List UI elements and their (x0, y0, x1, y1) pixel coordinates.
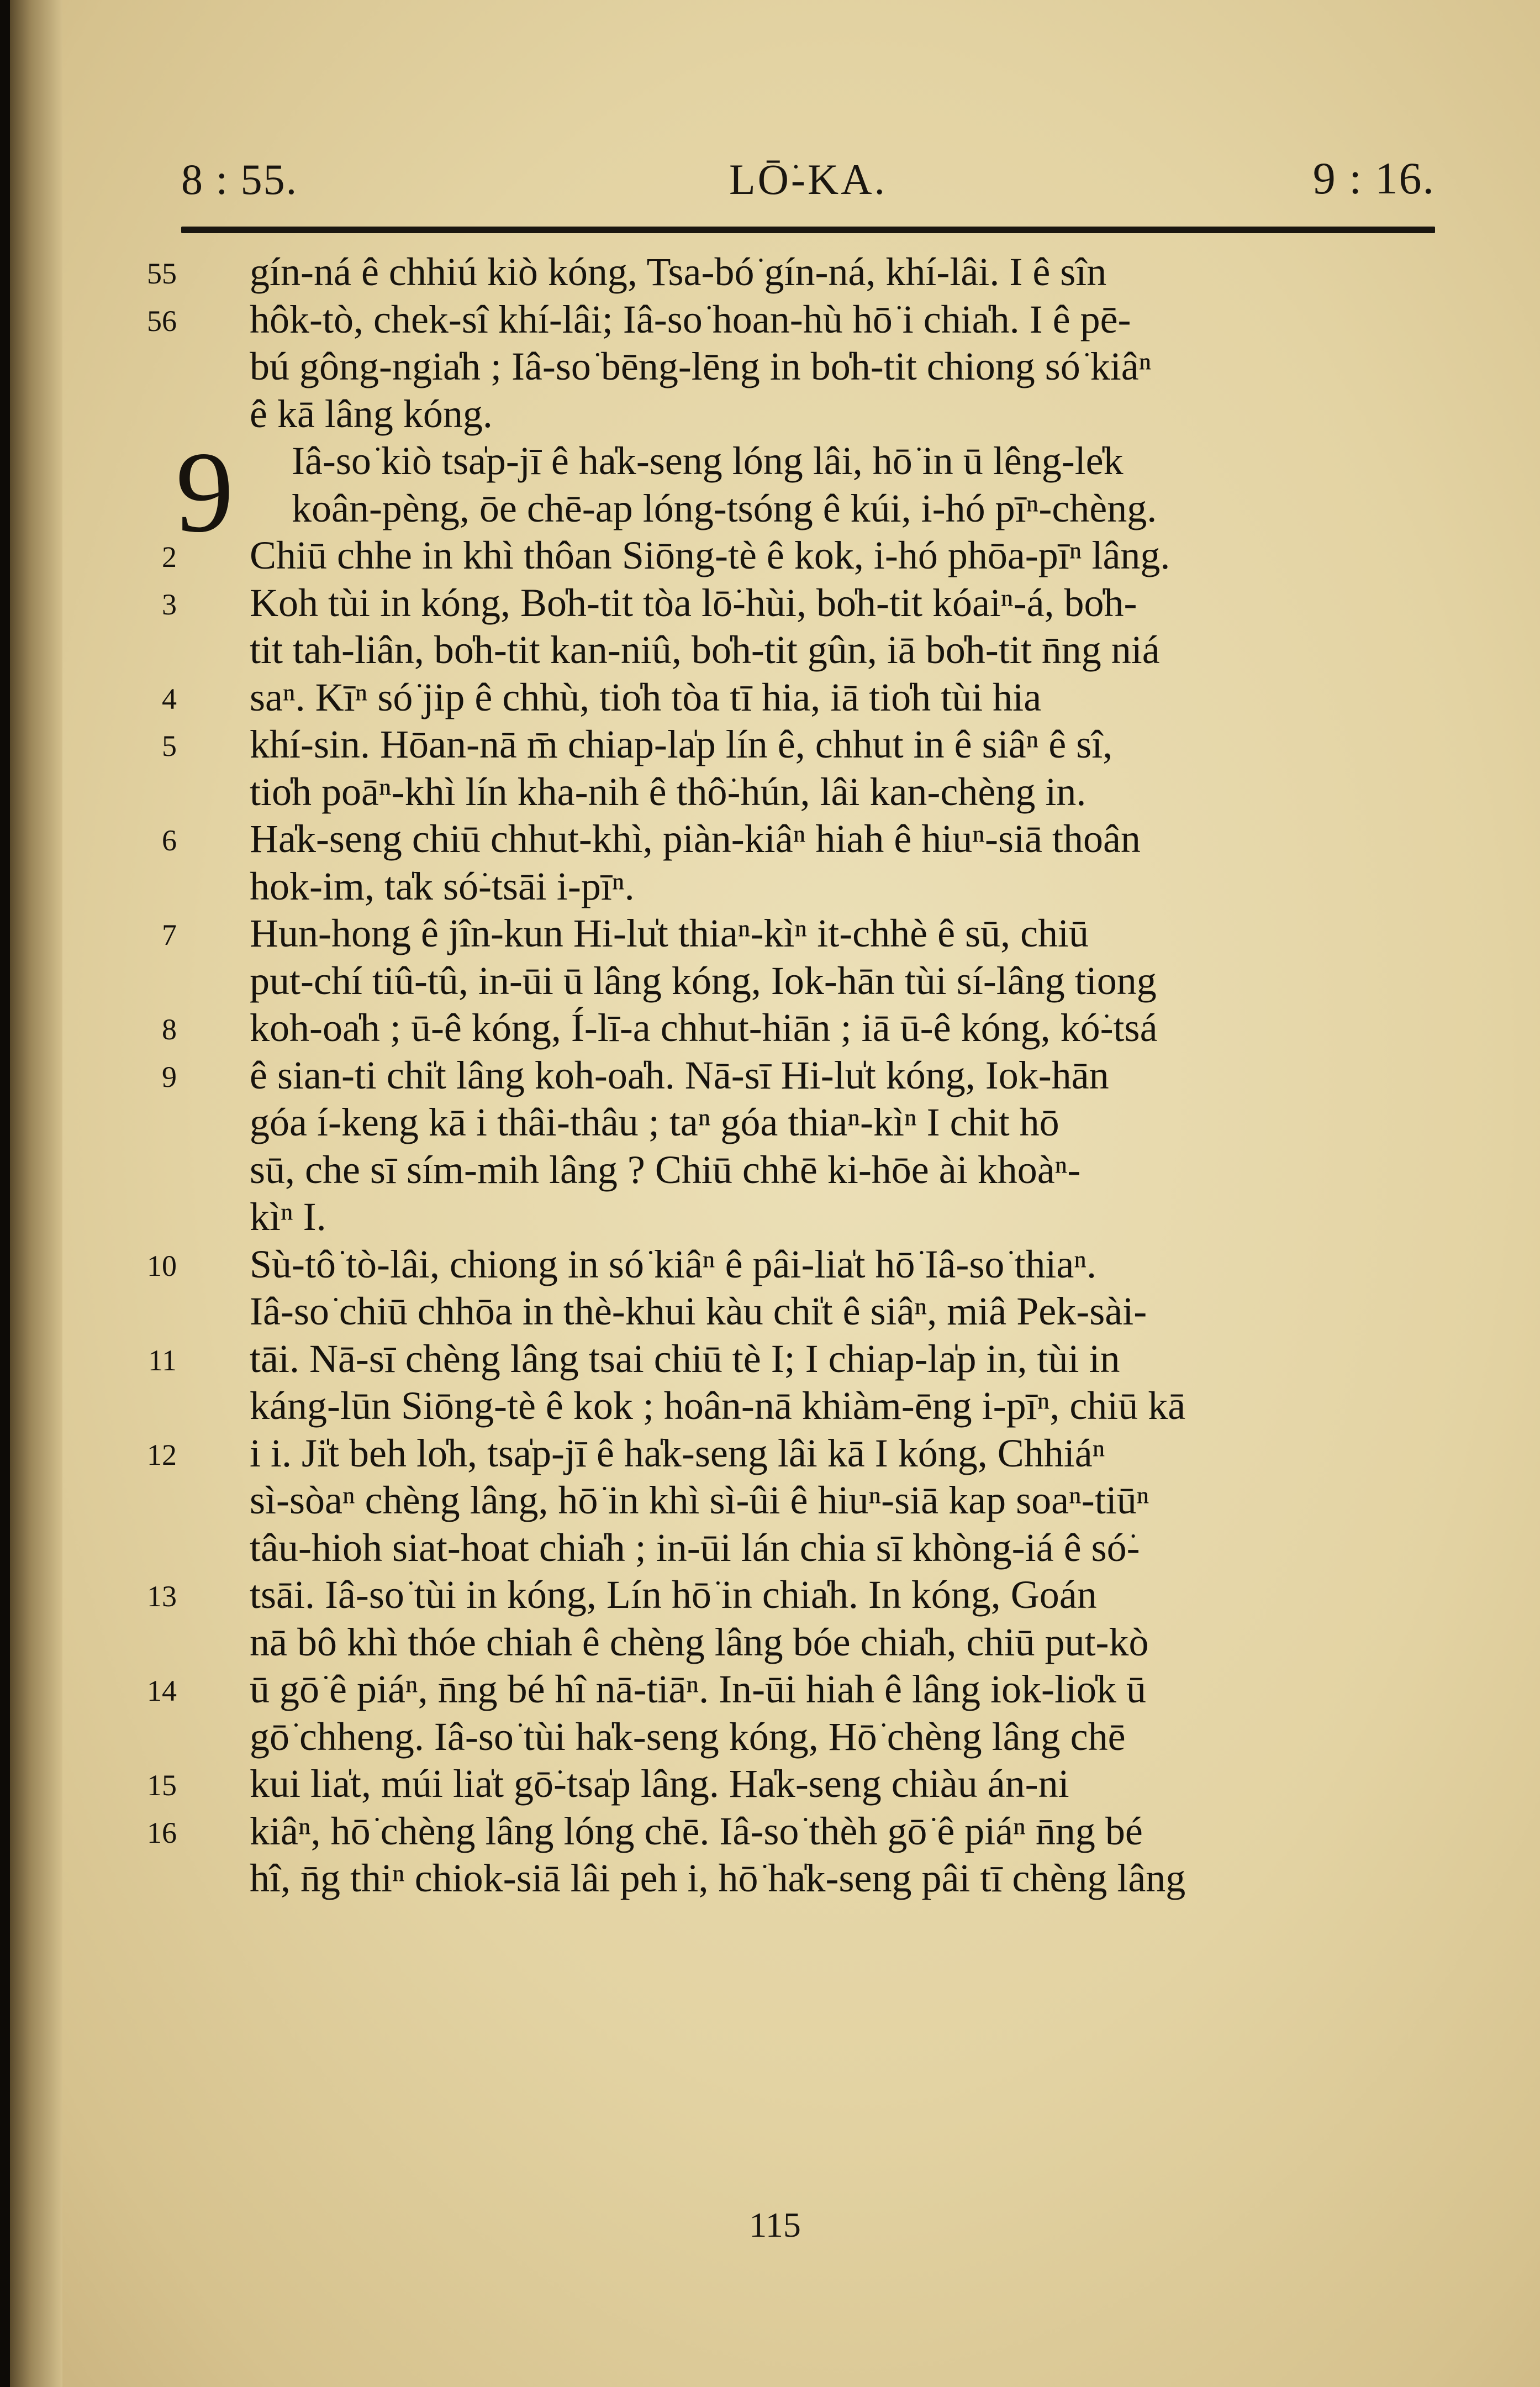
verse-line (181, 1618, 1446, 1665)
line-text: koân-pèng, ōe chē-ap lóng-tsóng ê kúi, i-hó pīⁿ-chèng. (292, 486, 1157, 530)
verse-line (181, 1476, 1446, 1523)
line-text: Ha̍k-seng chiū chhut-khì, piàn-kiâⁿ hiah ê hiuⁿ-siā thoân (250, 817, 1141, 861)
verse-line (181, 1098, 1446, 1145)
line-text: kui lia̍t, múi lia̍t gō͘-tsa̍p lâng. Ha̍k-seng chiàu án-ni (250, 1762, 1069, 1806)
verse-line (162, 720, 1446, 767)
line-text: sì-sòaⁿ chèng lâng, hō͘ in khì sì-ûi ê hiuⁿ-siā kap soaⁿ-tiūⁿ (250, 1478, 1149, 1522)
verse-number: 56 (147, 304, 177, 338)
line-text: kiâⁿ, hō͘ chèng lâng lóng chē. Iâ-so͘ thèh gō͘ ê piáⁿ n̄ng bé (250, 1808, 1143, 1853)
header-book-title: LŌ͘-KA. (729, 155, 888, 203)
verse-line (181, 1287, 1446, 1334)
verse-line (162, 1003, 1446, 1051)
verse-number: 12 (147, 1438, 177, 1471)
verse-line (147, 248, 1446, 295)
line-text: ê sian-ti chi̍t lâng koh-oa̍h. Nā-sī Hi-lu̍t kóng, Iok-hān (250, 1053, 1109, 1097)
verse-number: 2 (162, 540, 177, 574)
line-text: tâu-hioh siat-hoat chia̍h ; in-ūi lán chia sī khòng-iá ê só͘- (250, 1525, 1140, 1570)
line-text: Sù-tô͘ tò-lâi, chiong in só͘ kiâⁿ ê pâi-lia̍t hō͘ Iâ-so͘ thiaⁿ. (250, 1242, 1097, 1286)
verse-number: 6 (162, 824, 177, 857)
line-text: gō͘ chheng. Iâ-so͘ tùi ha̍k-seng kóng, Hō͘ chèng lâng chē (250, 1714, 1126, 1759)
verse-line (181, 767, 1446, 815)
chapter-number: 9 (176, 428, 234, 556)
verse-number: 9 (162, 1060, 177, 1093)
verse-line (162, 531, 1446, 579)
verse-line (181, 956, 1446, 1004)
verse-line (162, 814, 1446, 862)
verse-line (181, 484, 1446, 532)
verse-line (148, 1334, 1446, 1382)
line-text: khí-sin. Hōan-nā m̄ chiap-la̍p lín ê, chhut in ê siâⁿ ê sî, (250, 722, 1113, 766)
line-text: hôk-tò, chek-sî khí-lâi; Iâ-so͘ hoan-hù hō͘ i chia̍h. I ê pē- (250, 297, 1131, 341)
line-text: i i. Ji̍t beh lo̍h, tsa̍p-jī ê ha̍k-seng lâi kā I kóng, Chhiáⁿ (250, 1431, 1105, 1475)
verse-line (181, 1192, 1446, 1240)
verse-line (181, 1145, 1446, 1193)
line-text: Koh tùi in kóng, Bo̍h-tit tòa lō͘-hùi, bo̍h-tit kóaiⁿ-á, bo̍h- (250, 580, 1137, 625)
line-text: Hun-hong ê jîn-kun Hi-lu̍t thiaⁿ-kìⁿ it-chhè ê sū, chiū (250, 911, 1089, 955)
line-text: bú gông-ngia̍h ; Iâ-so͘ bēng-lēng in bo̍h-tit chiong só͘ kiâⁿ (250, 344, 1152, 388)
line-text: kìⁿ I. (250, 1195, 326, 1239)
verse-line (181, 1712, 1446, 1760)
verse-number: 16 (147, 1816, 177, 1849)
line-text: góa í-keng kā i thâi-thâu ; taⁿ góa thiaⁿ-kìⁿ I chit hō (250, 1100, 1059, 1144)
line-text: saⁿ. Kīⁿ só͘ jip ê chhù, tio̍h tòa tī hia, iā tio̍h tùi hia (250, 675, 1042, 719)
header-left-reference: 8 : 55. (181, 155, 298, 203)
verse-line (147, 1240, 1446, 1287)
page-number: 115 (749, 2205, 801, 2244)
line-text: koh-oa̍h ; ū-ê kóng, Í-lī-a chhut-hiān ; iā ū-ê kóng, kó͘-tsá (250, 1006, 1158, 1050)
verse-line (147, 1759, 1446, 1807)
line-text: tāi. Nā-sī chèng lâng tsai chiū tè I; I chiap-la̍p in, tùi in (250, 1336, 1120, 1381)
verse-line (147, 295, 1446, 343)
verse-number: 11 (148, 1343, 177, 1377)
verse-number: 3 (162, 587, 177, 621)
verse-line (181, 390, 1446, 437)
line-text: ū gō͘ ê piáⁿ, n̄ng bé hî nā-tiāⁿ. In-ūi hiah ê lâng iok-lio̍k ū (250, 1667, 1146, 1711)
verse-number: 13 (147, 1580, 177, 1613)
line-text: put-chí tiû-tû, in-ūi ū lâng kóng, Iok-hān tùi sí-lâng tiong (250, 958, 1157, 1003)
header-right-reference: 9 : 16. (1312, 153, 1435, 203)
line-text: sū, che sī sím-mih lâng ? Chiū chhē ki-hōe ài khoàⁿ- (250, 1147, 1081, 1192)
verse-line (162, 909, 1446, 956)
page-gutter (10, 0, 62, 2387)
line-text: hok-im, ta̍k só͘-tsāi i-pīⁿ. (250, 864, 635, 908)
verse-line (181, 1854, 1446, 1901)
line-text: tit tah-liân, bo̍h-tit kan-niû, bo̍h-tit gûn, iā bo̍h-tit n̄ng niá (250, 628, 1160, 672)
verse-line (162, 579, 1446, 626)
verse-line (147, 1429, 1446, 1476)
line-text: Chiū chhe in khì thôan Siōng-tè ê kok, i-hó phōa-pīⁿ lâng. (250, 533, 1170, 577)
verse-number: 55 (147, 257, 177, 290)
line-text: tsāi. Iâ-so͘ tùi in kóng, Lín hō͘ in chia̍h. In kóng, Goán (250, 1573, 1097, 1617)
verse-line (162, 673, 1446, 721)
book-page (10, 0, 1540, 2387)
line-text: ê kā lâng kóng. (250, 391, 493, 436)
verse-line (181, 1381, 1446, 1429)
running-header (181, 145, 1435, 228)
verse-line (147, 1807, 1446, 1854)
verse-line (181, 625, 1446, 673)
line-text: gín-ná ê chhiú kiò kóng, Tsa-bó͘ gín-ná, khí-lâi. I ê sîn (250, 250, 1107, 294)
verse-number: 8 (162, 1013, 177, 1046)
verse-line (181, 862, 1446, 909)
verse-number: 15 (147, 1769, 177, 1802)
verse-line (162, 1051, 1446, 1098)
verse-number: 4 (162, 682, 177, 716)
verse-line (181, 437, 1446, 484)
verse-line (147, 1570, 1446, 1618)
line-text: káng-lūn Siōng-tè ê kok ; hoân-nā khiàm-ēng i-pīⁿ, chiū kā (250, 1384, 1186, 1428)
verse-number: 7 (162, 918, 177, 951)
line-text: hî, n̄g thiⁿ chiok-siā lâi peh i, hō͘ ha̍k-seng pâi tī chèng lâng (250, 1856, 1186, 1900)
verse-number: 5 (162, 729, 177, 763)
verse-number: 10 (147, 1249, 177, 1282)
line-text: tio̍h poāⁿ-khì lín kha-nih ê thô͘-hún, lâi kan-chèng in. (250, 769, 1087, 814)
verse-line (181, 1523, 1446, 1571)
text-block (147, 248, 1446, 1901)
line-text: Iâ-so͘ kiò tsa̍p-jī ê ha̍k-seng lóng lâi, hō͘ in ū lêng-le̍k (292, 439, 1124, 483)
header-rule (181, 227, 1435, 233)
verse-line (181, 342, 1446, 390)
verse-line (147, 1665, 1446, 1712)
verse-number: 14 (147, 1674, 177, 1707)
line-text: Iâ-so͘ chiū chhōa in thè-khui kàu chi̍t ê siâⁿ, miâ Pek-sài- (250, 1289, 1147, 1333)
line-text: nā bô khì thóe chiah ê chèng lâng bóe chia̍h, chiū put-kò (250, 1620, 1149, 1664)
